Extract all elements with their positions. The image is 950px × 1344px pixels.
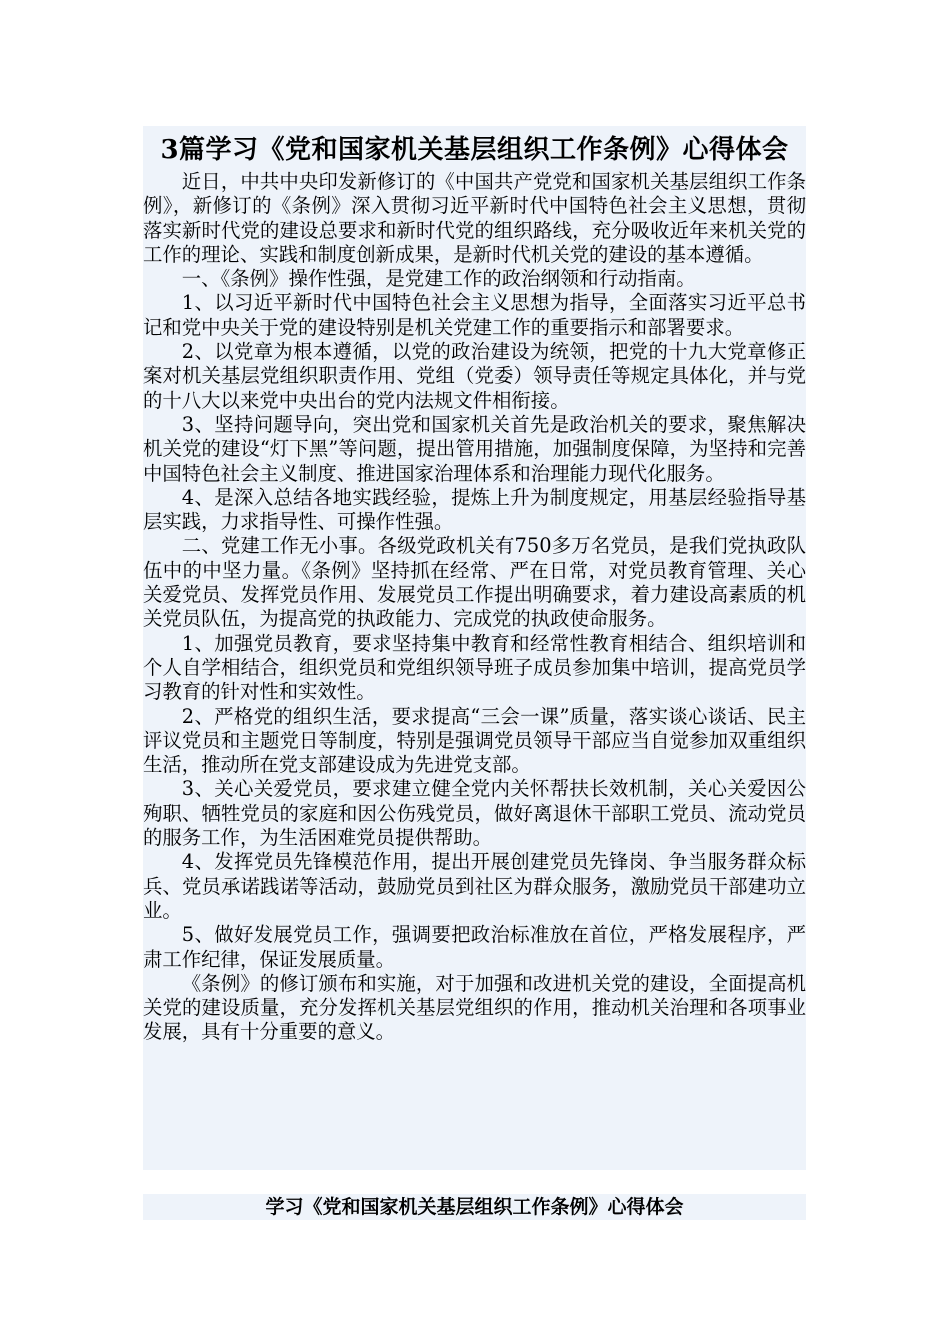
paragraph-2-3: 3、关心关爱党员，要求建立健全党内关怀帮扶长效机制，关心关爱因公殉职、牺牲党员的家庭和因公伤残党员，做好离退休干部职工党员、流动党员的服务工作，为生活困难党员提供帮助。: [143, 777, 806, 850]
paragraph-intro: 近日，中共中央印发新修订的《中国共产党党和国家机关基层组织工作条例》，新修订的《条例》深入贯彻习近平新时代中国特色社会主义思想，贯彻落实新时代党的建设总要求和新时代党的组织路线，充分吸收近年来机关党的工作的理论、实践和制度创新成果，是新时代机关党的建设的基本遵循。: [143, 170, 806, 266]
paragraph-1-2: 2、以党章为根本遵循，以党的政治建设为统领，把党的十九大党章修正案对机关基层党组织职责作用、党组（党委）领导责任等规定具体化，并与党的十八大以来党中央出台的党内法规文件相衔接。: [143, 340, 806, 412]
paragraph-2-4: 4、发挥党员先锋模范作用，提出开展创建党员先锋岗、争当服务群众标兵、党员承诺践诺等活动，鼓励党员到社区为群众服务，激励党员干部建功立业。: [143, 850, 806, 922]
document-next-section: [143, 1194, 806, 1220]
paragraph-1-1: 1、以习近平新时代中国特色社会主义思想为指导，全面落实习近平总书记和党中央关于党的建设特别是机关党建工作的重要指示和部署要求。: [143, 291, 806, 339]
document-main-section: [143, 126, 806, 1170]
paragraph-section-1-heading: 一、《条例》操作性强，是党建工作的政治纲领和行动指南。: [181, 267, 696, 291]
section-subtitle: 学习《党和国家机关基层组织工作条例》心得体会: [265, 1196, 684, 1218]
paragraph-1-3: 3、坚持问题导向，突出党和国家机关首先是政治机关的要求，聚焦解决机关党的建设“灯下黑”等问题，提出管用措施，加强制度保障，为坚持和完善中国特色社会主义制度、推进国家治理体系和治理能力现代化服务。: [143, 412, 806, 485]
document-title: 3篇学习《党和国家机关基层组织工作条例》心得体会: [160, 135, 789, 165]
paragraph-section-2: 二、党建工作无小事。各级党政机关有750多万名党员，是我们党执政队伍中的中坚力量。《条例》坚持抓在经常、严在日常，对党员教育管理、关心关爱党员、发挥党员作用、发展党员工作提出明确要求，着力建设高素质的机关党员队伍，为提高党的执政能力、完成党的执政使命服务。: [143, 534, 806, 631]
paragraph-conclusion: 《条例》的修订颁布和实施，对于加强和改进机关党的建设，全面提高机关党的建设质量，充分发挥机关基层党组织的作用，推动机关治理和各项事业发展，具有十分重要的意义。: [143, 971, 806, 1044]
paragraph-2-5: 5、做好发展党员工作，强调要把政治标准放在首位，严格发展程序，严肃工作纪律，保证发展质量。: [143, 923, 806, 971]
paragraph-2-2: 2、严格党的组织生活，要求提高“三会一课”质量，落实谈心谈话、民主评议党员和主题党日等制度，特别是强调党员领导干部应当自觉参加双重组织生活，推动所在党支部建设成为先进党支部。: [143, 704, 806, 777]
paragraph-2-1: 1、加强党员教育，要求坚持集中教育和经常性教育相结合、组织培训和个人自学相结合，组织党员和党组织领导班子成员参加集中培训，提高党员学习教育的针对性和实效性。: [143, 631, 806, 704]
paragraph-1-4: 4、是深入总结各地实践经验，提炼上升为制度规定，用基层经验指导基层实践，力求指导性、可操作性强。: [143, 485, 806, 534]
